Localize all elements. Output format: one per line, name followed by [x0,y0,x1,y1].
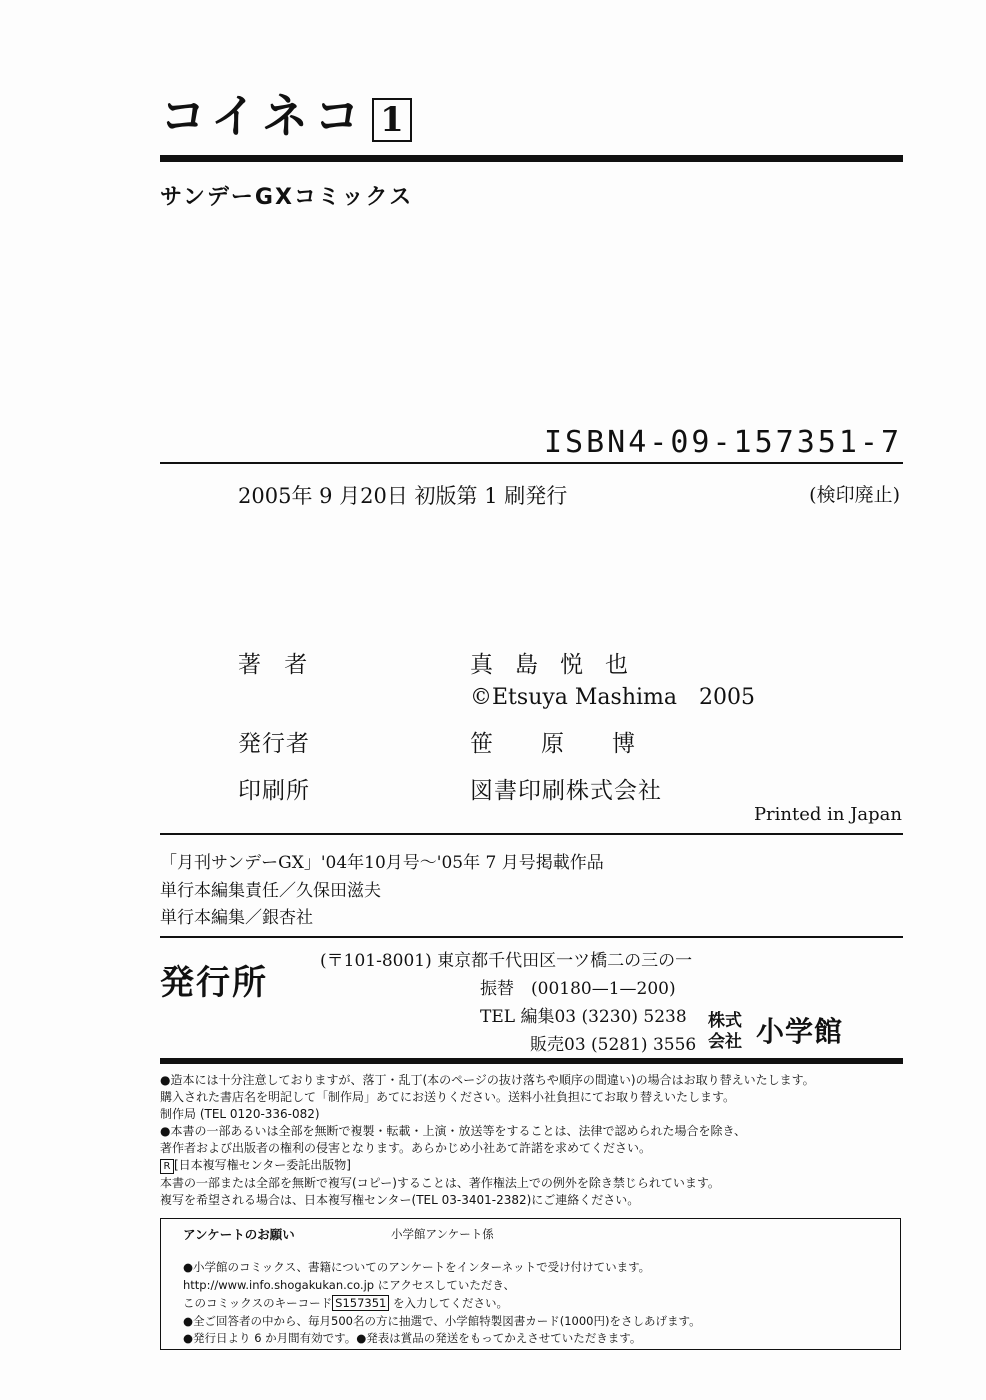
notice-5: 著作者および出版者の権利の侵害となります。あらかじめ小社あて許諾を求めてください。 [160,1141,652,1155]
notice-6 [160,1157,351,1174]
author-label: 著 者 [238,652,316,678]
tel-editorial: TEL 編集03 (3230) 5238 [480,1007,687,1027]
copyright-notice: ©Etsuya Mashima 2005 [470,685,756,710]
notice-2: 購入された書店名を明記して「制作局」あてにお送りください。送料小社負担にてお取り替えいたします。 [160,1090,736,1104]
notice-6-text: [日本複写権センター委託出版物] [174,1158,351,1172]
printed-in: Printed in Japan [753,804,902,825]
company-type-2: 会社 [708,1032,742,1052]
book-title [160,80,412,146]
transfer-account: 振替 (00180—1—200) [480,979,676,999]
notice-rule [160,1058,903,1064]
survey-dept: 小学館アンケート係 [391,1227,494,1241]
title-rule [160,155,903,162]
publisher-logo: 小学館 [756,1015,844,1048]
book-title-text: コイネコ [160,89,367,143]
notice-1: ●造本には十分注意しておりますが、落丁・乱丁(本のページの抜け落ちや順序の間違い)の場合はお取り替えいたします。 [160,1073,815,1087]
publisher-name: 笹原博 [470,731,683,757]
notice-7: 本書の一部または全部を無断で複写(コピー)することは、著作権法上での例外を除き禁じられています。 [160,1176,720,1190]
publisher-rule [160,936,903,938]
survey-line-3 [183,1295,508,1311]
publisher-label: 発行者 [238,731,310,757]
editor-line: 単行本編集責任／久保田滋夫 [160,881,381,901]
printer-name: 図書印刷株式会社 [470,778,662,804]
company-type-1: 株式 [708,1011,742,1031]
survey-line-2-text: にアクセスしていただき、 [374,1278,515,1292]
notice-4: ●本書の一部あるいは全部を無断で複製・転載・上演・放送等をすることは、法律で認められた場合を除き、 [160,1124,746,1138]
survey-line-1: ●小学館のコミックス、書籍についてのアンケートをインターネットで受け付けています。 [183,1260,651,1274]
isbn-rule [160,462,903,464]
survey-url-link[interactable]: http://www.info.shogakukan.co.jp [183,1278,375,1292]
survey-line-5: ●発行日より 6 か月間有効です。●発表は賞品の発送をもってかえさせていただきます。 [183,1331,642,1345]
volume-number-box: 1 [372,98,412,142]
survey-line-4: ●全ご回答者の中から、毎月500名の方に抽選で、小学館特製図書カード(1000円)をさしあげます。 [183,1314,701,1328]
author-name: 真島悦也 [470,652,650,678]
tel-sales: 販売03 (5281) 3556 [530,1035,697,1055]
survey-line-3-text-b: を入力してください。 [389,1296,509,1310]
publication-date: 2005年 9 月20日 初版第 1 刷発行 [238,484,568,508]
publisher-address: (〒101-8001) 東京都千代田区一ツ橋二の三の一 [320,951,693,971]
notice-3: 制作局 (TEL 0120-336-082) [160,1107,320,1121]
survey-line-3-text: このコミックスのキーコード [183,1296,333,1310]
survey-line-2 [183,1277,515,1293]
editorial-line: 単行本編集／銀杏社 [160,908,313,928]
credits-rule [160,833,903,835]
series-name: サンデーGXコミックス [160,185,414,210]
survey-box [160,1218,901,1350]
publisher-heading: 発行所 [160,963,268,1003]
notice-8: 複写を希望される場合は、日本複写権センター(TEL 03-3401-2382)にご連絡ください。 [160,1193,640,1207]
registered-mark-icon: R [160,1159,174,1174]
isbn: ISBN4-09-157351-7 [543,425,902,460]
printer-label: 印刷所 [238,778,310,804]
serialization-line: 「月刊サンデーGX」'04年10月号～'05年 7 月号掲載作品 [160,853,604,873]
survey-title: アンケートのお願い [183,1227,295,1242]
seal-note: (検印廃止) [809,484,900,506]
key-code-box: S157351 [332,1295,389,1311]
